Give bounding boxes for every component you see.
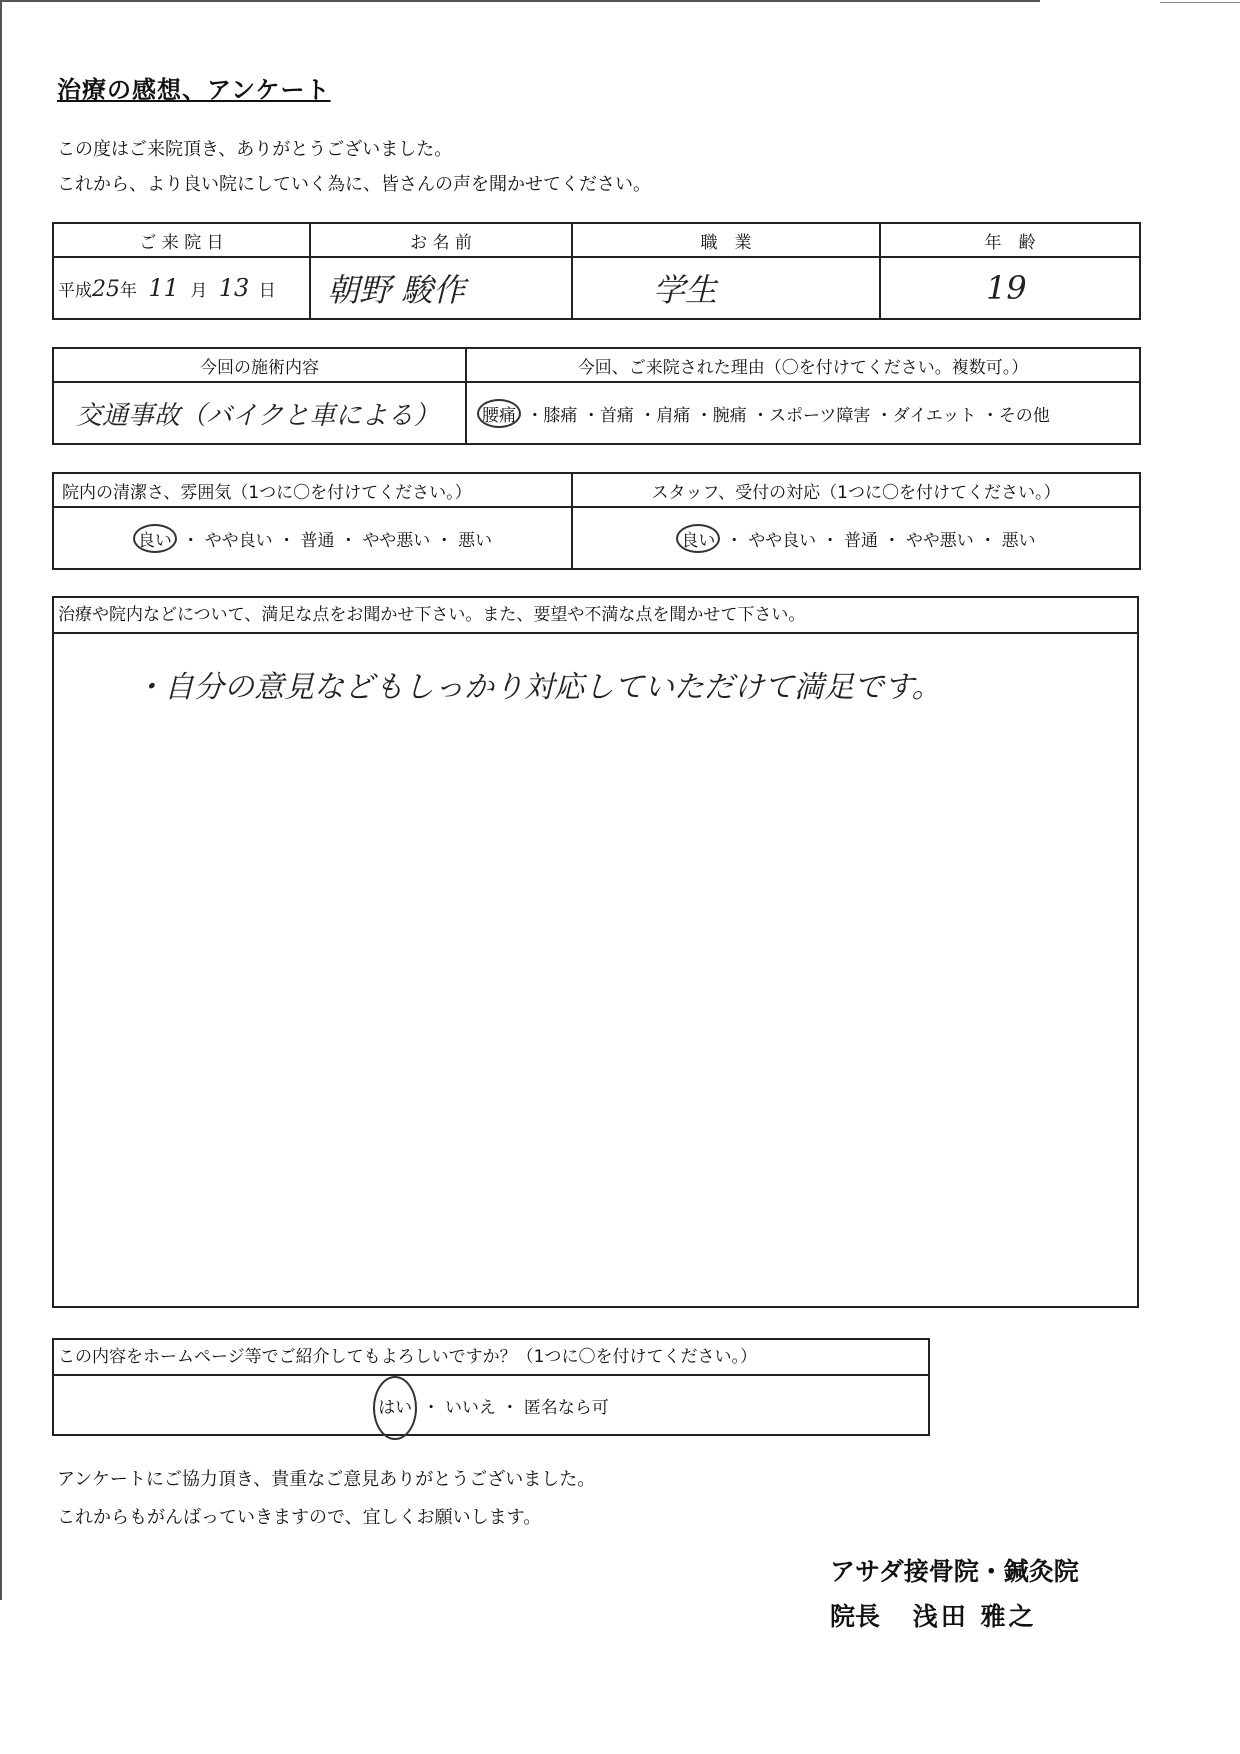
treatment-content-value: 交通事故（バイクと車による） (76, 400, 440, 431)
intro-line-2: これから、より良い院にしていく為に、皆さんの声を聞かせてください。 (57, 174, 651, 195)
cleanliness-option-fairly-good[interactable]: やや良い (204, 530, 273, 551)
age-header: 年 齢 (880, 223, 1140, 257)
month-unit: 月 (190, 281, 208, 301)
reason-option-arm-pain[interactable]: 腕痛 (712, 405, 747, 426)
treatment-content-field[interactable] (53, 382, 466, 444)
intro-line-1: この度はご来院頂き、ありがとうございました。 (57, 139, 453, 160)
occupation-header: 職 業 (572, 223, 880, 257)
treatment-table (52, 347, 1141, 445)
closing-line-2: これからもがんばっていきますので、宜しくお願いします。 (57, 1507, 542, 1528)
reason-option-knee-pain[interactable]: 膝痛 (543, 405, 578, 426)
era-prefix: 平成 (58, 281, 92, 301)
visit-info-table (52, 222, 1141, 320)
year-unit: 年 (120, 281, 137, 301)
closing-line-1: アンケートにご協力頂き、貴重なご意見ありがとうございました。 (57, 1469, 596, 1490)
reason-option-other[interactable]: その他 (998, 405, 1050, 426)
homepage-option-no[interactable]: いいえ (445, 1398, 496, 1418)
name-field[interactable] (310, 257, 572, 319)
cleanliness-options[interactable]: 良い ・ やや良い ・ 普通 ・ やや悪い ・ 悪い (53, 507, 572, 569)
page-title: 治療の感想、アンケート (57, 76, 331, 104)
visit-reason-header: 今回、ご来院された理由（〇を付けてください。複数可。） (466, 348, 1140, 382)
name-header: お 名 前 (310, 223, 572, 257)
homepage-option-anonymous[interactable]: 匿名なら可 (523, 1398, 609, 1418)
reason-option-shoulder-pain[interactable]: 肩痛 (656, 405, 691, 426)
occupation-value: 学生 (653, 271, 718, 309)
staff-option-average[interactable]: 普通 (844, 530, 878, 551)
reason-option-neck-pain[interactable]: 首痛 (599, 405, 634, 426)
cleanliness-option-good[interactable]: 良い (133, 524, 177, 553)
age-value: 19 (986, 269, 1027, 307)
day-unit: 日 (258, 281, 276, 301)
homepage-question: この内容をホームページ等でご紹介してもよろしいですか？（1つに〇を付けてください。） (54, 1340, 928, 1376)
page-edge-top (0, 0, 1040, 2)
page-edge-top-right (1160, 2, 1240, 3)
treatment-content-header: 今回の施術内容 (53, 348, 466, 382)
comments-question: 治療や院内などについて、満足な点をお聞かせ下さい。また、要望や不満な点を聞かせて下さい。 (54, 598, 1137, 634)
age-field[interactable] (880, 257, 1140, 319)
name-value: 朝野 駿作 (327, 271, 466, 309)
cleanliness-option-bad[interactable]: 悪い (458, 530, 493, 551)
occupation-field[interactable] (572, 257, 880, 319)
reason-option-sports-injury[interactable]: スポーツ障害 (769, 405, 871, 426)
visit-reason-options[interactable]: 腰痛 ・膝痛 ・首痛 ・肩痛 ・腕痛 ・スポーツ障害 ・ダイエット ・その他 (466, 382, 1140, 444)
reason-option-diet[interactable]: ダイエット (892, 405, 977, 426)
staff-option-fairly-good[interactable]: やや良い (748, 530, 817, 551)
staff-option-fairly-bad[interactable]: やや悪い (905, 530, 974, 551)
page-edge-left (0, 0, 2, 1600)
visit-year: 25 (92, 277, 120, 302)
visit-day: 13 (218, 274, 250, 302)
comments-answer[interactable]: ・自分の意見などもしっかり対応していただけて満足です。 (134, 670, 942, 705)
homepage-options[interactable]: はい ・ いいえ ・ 匿名なら可 (54, 1376, 928, 1440)
comments-section (52, 596, 1139, 1308)
director-line (830, 1597, 1036, 1633)
director-title: 院長 (830, 1602, 881, 1631)
visit-month: 11 (148, 274, 179, 302)
homepage-option-yes[interactable]: はい (373, 1376, 417, 1440)
staff-option-bad[interactable]: 悪い (1001, 530, 1036, 551)
director-name: 浅田 雅之 (912, 1602, 1037, 1631)
staff-header: スタッフ、受付の対応（1つに〇を付けてください。） (572, 473, 1140, 507)
visit-date-header: ご 来 院 日 (53, 223, 310, 257)
reason-option-back-pain[interactable]: 腰痛 (477, 399, 521, 428)
visit-date-field[interactable] (53, 257, 310, 319)
cleanliness-option-fairly-bad[interactable]: やや悪い (362, 530, 431, 551)
clinic-name: アサダ接骨院・鍼灸院 (830, 1557, 1079, 1586)
ratings-table (52, 472, 1141, 570)
homepage-permission-section (52, 1338, 930, 1436)
staff-options[interactable]: 良い ・ やや良い ・ 普通 ・ やや悪い ・ 悪い (572, 507, 1140, 569)
staff-option-good[interactable]: 良い (676, 524, 720, 553)
cleanliness-header: 院内の清潔さ、雰囲気（1つに〇を付けてください。） (53, 473, 572, 507)
cleanliness-option-average[interactable]: 普通 (300, 530, 335, 551)
